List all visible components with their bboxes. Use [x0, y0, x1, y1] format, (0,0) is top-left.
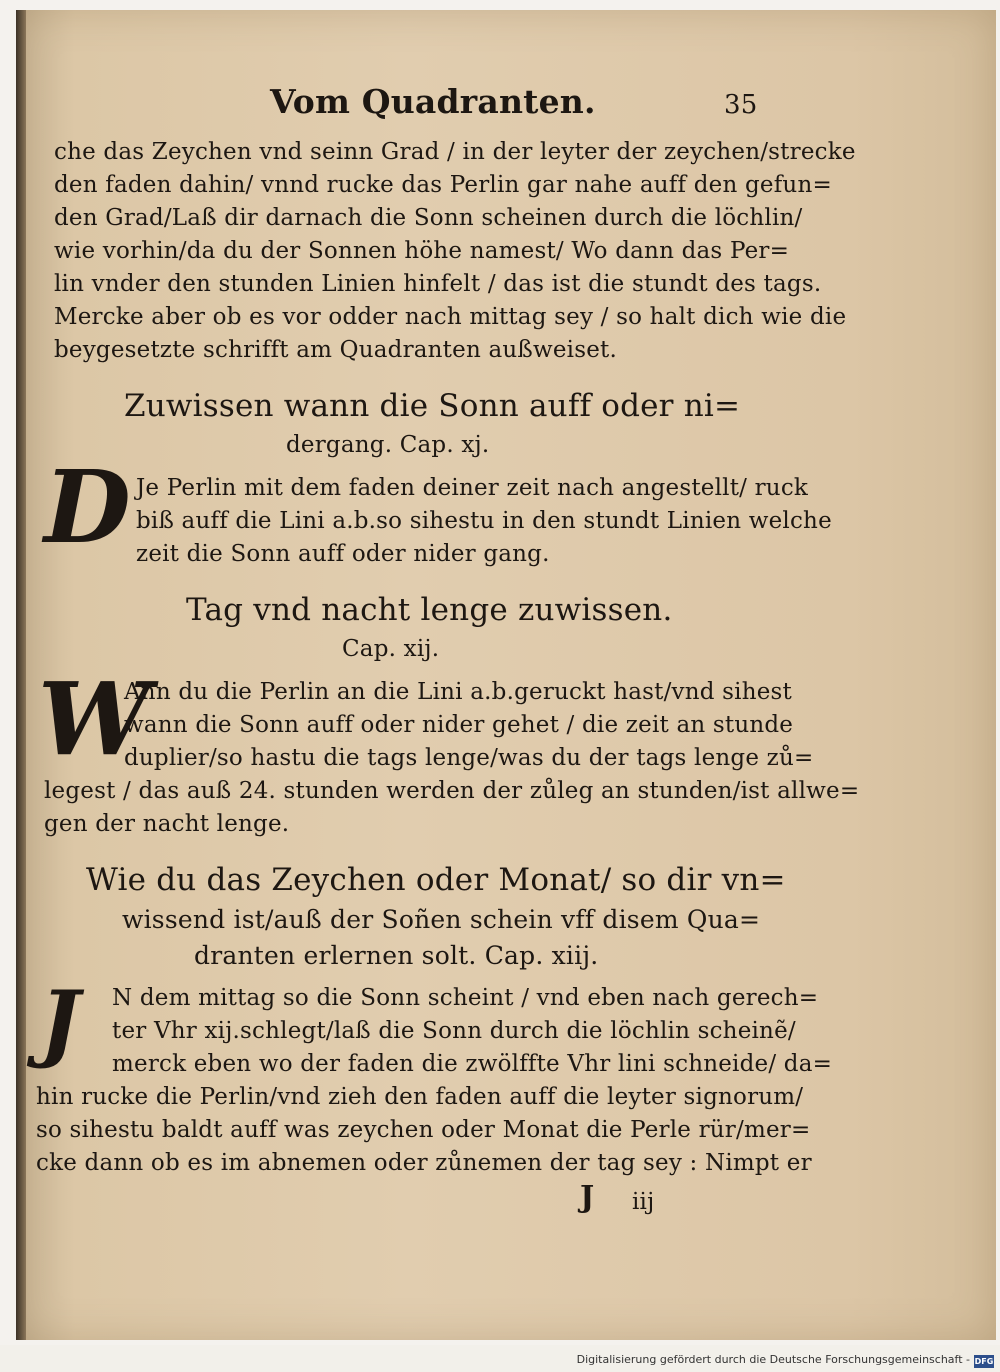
chapter-number: Cap. xij.	[342, 636, 440, 662]
paragraph1-line: lin vnder den stunden Linien hinfelt / das ist die stundt des tags.	[54, 271, 822, 297]
paragraph4-line: ter Vhr xij.schlegt/laß die Sonn durch die löchlin scheinẽ/	[112, 1018, 796, 1044]
page-gutter	[16, 10, 26, 1340]
paragraph1-line: beygesetzte schrifft am Quadranten außweiset.	[54, 337, 617, 363]
chapter-number: dergang. Cap. xj.	[286, 432, 490, 458]
paragraph3-line: legest / das auß 24. stunden werden der zůleg an stunden/ist allwe=	[44, 778, 860, 804]
paragraph4-line: so sihestu baldt auff was zeychen oder Monat die Perle rür/mer=	[36, 1117, 811, 1143]
dfg-logo: DFG	[974, 1357, 994, 1366]
chapter-heading: Zuwissen wann die Sonn auff oder ni=	[124, 388, 741, 424]
decorated-initial: J	[40, 972, 80, 1071]
paragraph2-line: Je Perlin mit dem faden deiner zeit nach angestellt/ ruck	[136, 475, 809, 501]
paragraph1-line: den Grad/Laß dir darnach die Sonn scheinen durch die löchlin/	[54, 205, 803, 231]
paragraph4-line: N dem mittag so die Sonn scheint / vnd eben nach gerech=	[112, 985, 819, 1011]
chapter-heading: wissend ist/auß der Soñen schein vff disem Qua=	[122, 905, 761, 934]
paragraph4-line: cke dann ob es im abnemen oder zůnemen der tag sey : Nimpt er	[36, 1150, 812, 1176]
signature-mark: J	[580, 1180, 595, 1215]
page-number: 35	[724, 90, 758, 120]
paragraph3-line: duplier/so hastu die tags lenge/was du der tags lenge zů=	[124, 745, 814, 771]
running-head: Vom Quadranten.	[270, 82, 596, 121]
paragraph1-line: che das Zeychen vnd seinn Grad / in der leyter der zeychen/strecke	[54, 139, 856, 165]
paragraph3-line: wann die Sonn auff oder nider gehet / die zeit an stunde	[124, 712, 794, 738]
paragraph4-line: merck eben wo der faden die zwölffte Vhr lini schneide/ da=	[112, 1051, 833, 1077]
paragraph3-line: Ann du die Perlin an die Lini a.b.geruckt hast/vnd sihest	[124, 679, 792, 705]
decorated-initial: D	[44, 448, 131, 566]
chapter-heading: Wie du das Zeychen oder Monat/ so dir vn=	[86, 862, 786, 898]
paragraph4-line: hin rucke die Perlin/vnd zieh den faden auff die leyter signorum/	[36, 1084, 804, 1110]
footer-bar	[0, 1345, 1000, 1372]
chapter-heading: Tag vnd nacht lenge zuwissen.	[186, 592, 673, 628]
paragraph2-line: biß auff die Lini a.b.so sihestu in den stundt Linien welche	[136, 508, 832, 534]
paragraph1-line: den faden dahin/ vnnd rucke das Perlin gar nahe auff den gefun=	[54, 172, 832, 198]
footer-credit: Digitalisierung gefördert durch die Deutsche Forschungsgemeinschaft -	[576, 1353, 970, 1366]
paragraph1-line: Mercke aber ob es vor odder nach mittag sey / so halt dich wie die	[54, 304, 847, 330]
chapter-heading: dranten erlernen solt. Cap. xiij.	[194, 941, 599, 970]
decorated-initial: W	[38, 660, 151, 778]
paragraph1-line: wie vorhin/da du der Sonnen höhe namest/ Wo dann das Per=	[54, 238, 790, 264]
paragraph3-line: gen der nacht lenge.	[44, 811, 290, 837]
paragraph2-line: zeit die Sonn auff oder nider gang.	[136, 541, 550, 567]
signature-number: iij	[632, 1189, 655, 1215]
